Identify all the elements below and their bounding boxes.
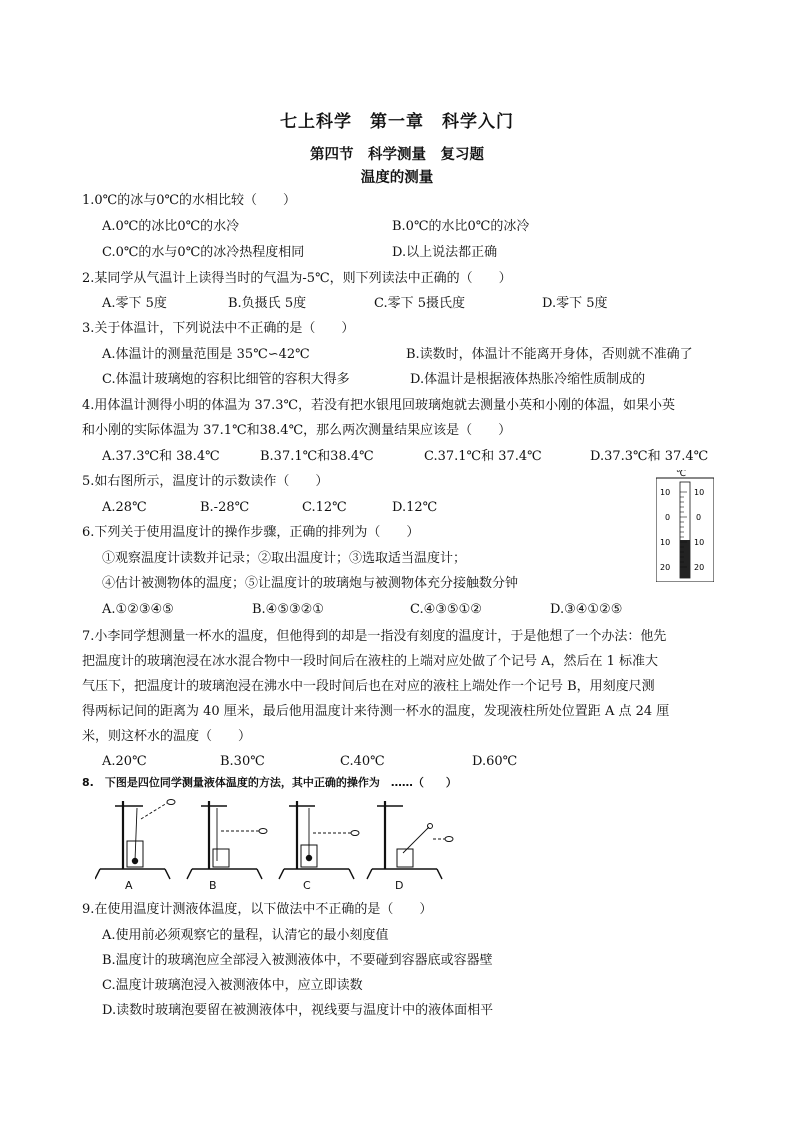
question-4-stem-line-2: 和小刚的实际体温为 37.1℃和38.4℃，那么两次测量结果应该是（ ） [82,423,512,438]
thermometer-right-label-3: 10 [694,538,705,547]
stand-b-figure [187,801,267,879]
question-5-stem: 5.如右图所示，温度计的示数读作（ ） [82,474,329,489]
stand-d-figure [367,801,453,879]
thermometer-figure [656,470,714,582]
question-6-stem: 6.下列关于使用温度计的操作步骤，正确的排列为（ ） [82,525,420,540]
question-4-option-d[interactable]: D.37.3℃和 37.4℃ [590,449,709,464]
question-2-option-c[interactable]: C.零下 5摄氏度 [374,296,466,311]
question-7-option-d[interactable]: D.60℃ [472,754,518,769]
figure-label-b: B [209,879,217,891]
question-4-option-b[interactable]: B.37.1℃和38.4℃ [260,449,374,464]
question-3-option-c[interactable]: C.体温计玻璃炮的容积比细管的容积大得多 [102,372,350,387]
page-title: 七上科学 第一章 科学入门 [280,112,514,132]
stand-c-figure [279,801,359,879]
question-6-step-line-1: ①观察温度计读数并记录；②取出温度计；③选取适当温度计； [102,551,467,566]
question-3-stem: 3.关于体温计，下列说法中不正确的是（ ） [82,321,355,336]
question-1-stem: 1.0℃的冰与0℃的水相比较（ ） [82,193,297,208]
question-1-option-b[interactable]: B.0℃的水比0℃的冰冷 [392,219,530,234]
question-4-stem-line-1: 4.用体温计测得小明的体温为 37.3℃，若没有把水银甩回玻璃炮就去测量小英和小刚的体温，如果小英 [82,398,676,413]
figure-label-a: A [125,879,133,891]
question-4-option-c[interactable]: C.37.1℃和 37.4℃ [424,449,542,464]
question-5-option-d[interactable]: D.12℃ [392,500,438,515]
figure-label-c: C [303,879,311,891]
question-3-option-d[interactable]: D.体温计是根据液体热胀冷缩性质制成的 [410,372,646,387]
thermometer-left-label-4: 20 [660,563,671,572]
question-8-figure [95,791,475,891]
question-6-option-c[interactable]: C.④③⑤①② [410,602,482,617]
question-5-option-a[interactable]: A.28℃ [102,500,147,515]
page-subtitle: 第四节 科学测量 复习题 [310,147,484,163]
question-7-stem-line-5: 米，则这杯水的温度（ ） [82,729,252,744]
question-9-stem: 9.在使用温度计测液体温度，以下做法中不正确的是（ ） [82,902,433,917]
question-3-option-b[interactable]: B.读数时，体温计不能离开身体，否则就不准确了 [406,347,693,362]
question-2-option-a[interactable]: A.零下 5度 [102,296,167,311]
question-1-option-a[interactable]: A.0℃的冰比0℃的水冷 [102,219,240,234]
question-4-option-a[interactable]: A.37.3℃和 38.4℃ [102,449,220,464]
question-7-stem-line-2: 把温度计的玻璃泡浸在冰水混合物中一段时间后在液柱的上端对应处做了个记号 A，然后在 1 标准大 [82,654,659,669]
question-6-option-a[interactable]: A.①②③④⑤ [102,602,174,617]
question-7-stem-line-3: 气压下，把温度计的玻璃泡浸在沸水中一段时间后也在对应的液柱上端处作一个记号 B，用刻度尺测 [82,679,655,694]
question-9-option-c[interactable]: C.温度计玻璃泡浸入被测液体中，应立即读数 [102,978,363,993]
thermometer-left-label-1: 10 [660,488,671,497]
question-9-option-d[interactable]: D.读数时玻璃泡要留在被测液体中，视线要与温度计中的液体面相平 [102,1003,494,1018]
question-7-option-c[interactable]: C.40℃ [340,754,385,769]
thermometer-right-label-1: 10 [694,488,705,497]
section-title: 温度的测量 [360,170,434,186]
question-7-option-a[interactable]: A.20℃ [102,754,147,769]
question-1-option-c[interactable]: C.0℃的水与0℃的冰冷热程度相同 [102,245,305,260]
thermometer-unit: ℃ [676,470,687,479]
thermometer-right-label-4: 20 [694,563,705,572]
question-1-option-d[interactable]: D.以上说法都正确 [392,245,498,260]
thermometer-left-label-3: 10 [660,538,671,547]
stand-a-figure [95,800,175,880]
question-8-stem: 8. 下图是四位同学测量液体温度的方法，其中正确的操作为 ……（ ） [82,776,457,789]
question-9-option-a[interactable]: A.使用前必须观察它的量程，认清它的最小刻度值 [102,928,389,943]
question-2-option-d[interactable]: D.零下 5度 [542,296,608,311]
question-2-option-b[interactable]: B.负摄氏 5度 [228,296,307,311]
question-7-option-b[interactable]: B.30℃ [220,754,265,769]
question-6-option-b[interactable]: B.④⑤③②① [252,602,324,617]
question-2-stem: 2.某同学从气温计上读得当时的气温为-5℃，则下列读法中正确的（ ） [82,271,512,286]
figure-label-d: D [395,879,404,891]
question-7-stem-line-1: 7.小李同学想测量一杯水的温度，但他得到的却是一指没有刻度的温度计，于是他想了一个办法：他先 [82,629,667,644]
thermometer-right-label-2: 0 [696,513,702,522]
question-6-option-d[interactable]: D.③④①②⑤ [550,602,623,617]
question-5-option-c[interactable]: C.12℃ [302,500,347,515]
thermometer-left-label-2: 0 [665,513,671,522]
question-3-option-a[interactable]: A.体温计的测量范围是 35℃∽42℃ [102,347,310,362]
question-9-option-b[interactable]: B.温度计的玻璃泡应全部浸入被测液体中，不要碰到容器底或容器壁 [102,953,493,968]
question-7-stem-line-4: 得两标记间的距离为 40 厘米，最后他用温度计来待测一杯水的温度，发现液柱所处位置距 A 点 24 厘 [82,704,670,719]
question-5-option-b[interactable]: B.-28℃ [200,500,250,515]
question-6-step-line-2: ④估计被测物体的温度；⑤让温度计的玻璃炮与被测物体充分接触数分钟 [102,576,519,591]
